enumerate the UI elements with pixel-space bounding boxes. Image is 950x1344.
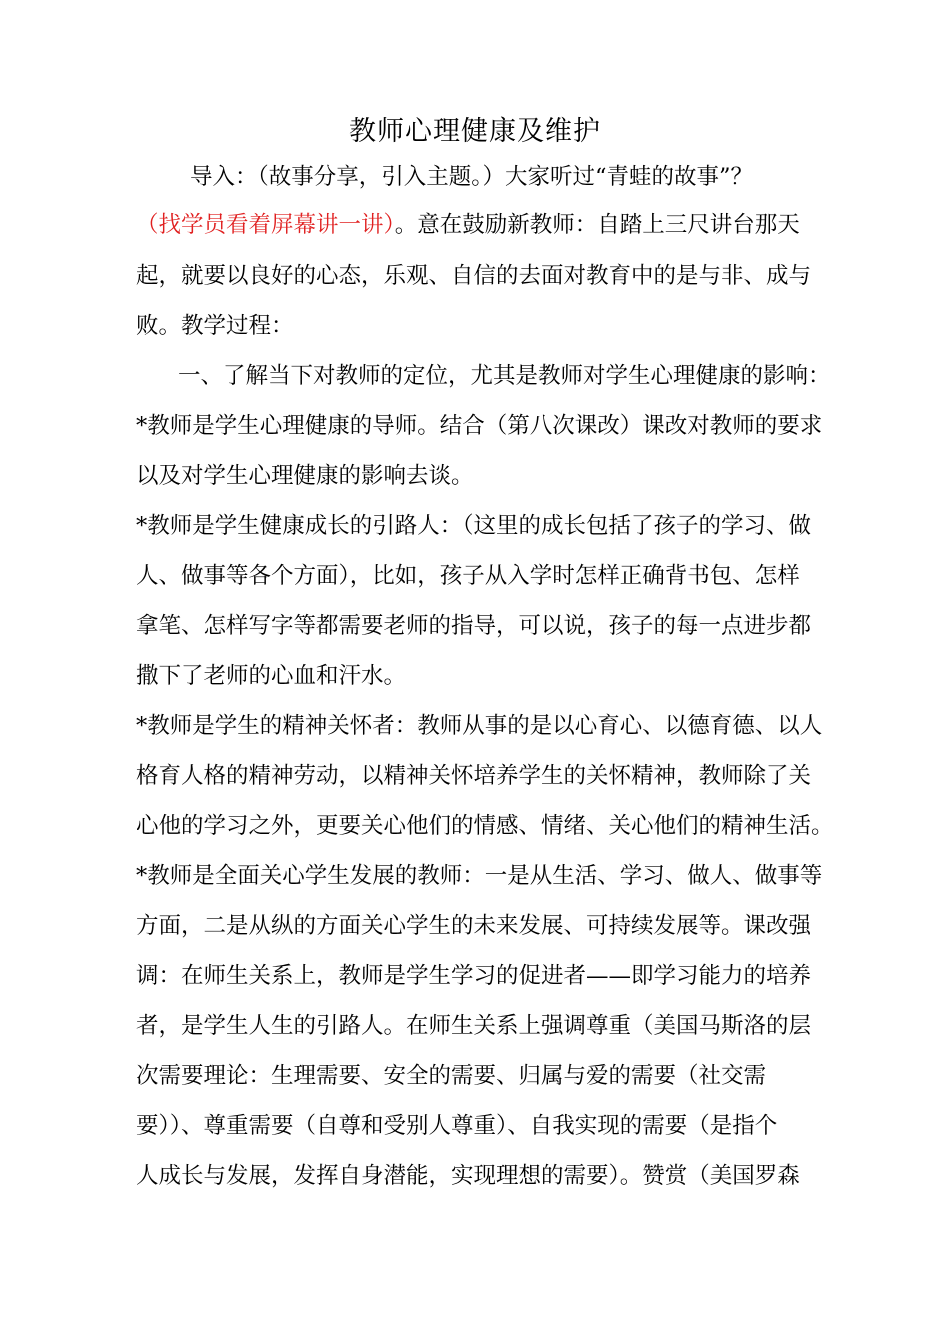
body-text: 人、做事等各个方面），比如，孩子从入学时怎样正确背书包、怎样	[136, 563, 800, 589]
body-text: 起，就要以良好的心态，乐观、自信的去面对教育中的是与非、成与	[136, 263, 812, 289]
body-text: 败。教学过程：	[136, 313, 294, 339]
paragraph-line	[190, 160, 880, 194]
paragraph-line	[136, 259, 826, 293]
body-text: 心他的学习之外，更要关心他们的情感、情绪、关心他们的精神生活。	[136, 813, 834, 839]
paragraph-line	[136, 959, 826, 993]
paragraph-line	[136, 208, 826, 242]
body-text: 拿笔、怎样写字等都需要老师的指导，可以说，孩子的每一点进步都	[136, 613, 812, 639]
paragraph-line	[136, 1009, 826, 1043]
highlighted-text: （找学员看着屏幕讲一讲）	[136, 212, 395, 238]
paragraph-line	[136, 609, 826, 643]
paragraph-line	[136, 659, 826, 693]
body-text: 。意在鼓励新教师：自踏上三尺讲台那天	[394, 212, 800, 238]
paragraph-line	[136, 1159, 826, 1193]
paragraph-line	[136, 1059, 826, 1093]
body-text: 次需要理论：生理需要、安全的需要、归属与爱的需要（社交需	[136, 1063, 767, 1089]
body-text: *教师是全面关心学生发展的教师：一是从生活、学习、做人、做事等	[136, 863, 823, 889]
body-text: 人成长与发展，发挥自身潜能，实现理想的需要）。赞赏（美国罗森	[136, 1163, 800, 1189]
body-text: 导入：（故事分享，引入主题。）大家听过“青蛙的故事”？	[190, 164, 754, 190]
body-text: *教师是学生健康成长的引路人：（这里的成长包括了孩子的学习、做	[136, 513, 812, 539]
body-text: 者，是学生人生的引路人。在师生关系上强调尊重（美国马斯洛的层	[136, 1013, 812, 1039]
body-text: 以及对学生心理健康的影响去谈。	[136, 463, 474, 489]
body-text: *教师是学生心理健康的导师。结合（第八次课改）课改对教师的要求	[136, 413, 823, 439]
paragraph-line	[136, 309, 826, 343]
body-text: 撒下了老师的心血和汗水。	[136, 663, 407, 689]
body-text: 要））、尊重需要（自尊和受别人尊重）、自我实现的需要（是指个	[136, 1113, 778, 1139]
body-text: 方面，二是从纵的方面关心学生的未来发展、可持续发展等。课改强	[136, 913, 812, 939]
body-text: *教师是学生的精神关怀者：教师从事的是以心育心、以德育德、以人	[136, 713, 823, 739]
paragraph-line	[136, 859, 826, 893]
paragraph-line	[136, 709, 826, 743]
paragraph-line	[136, 809, 834, 843]
paragraph-line	[136, 509, 826, 543]
paragraph-line	[136, 459, 826, 493]
paragraph-line	[136, 909, 826, 943]
paragraph-line	[136, 759, 826, 793]
paragraph-line	[136, 559, 826, 593]
body-text: 调：在师生关系上，教师是学生学习的促进者——即学习能力的培养	[136, 963, 812, 989]
paragraph-line	[136, 409, 826, 443]
document-title: 教师心理健康及维护	[349, 116, 601, 147]
body-text: 一、了解当下对教师的定位，尤其是教师对学生心理健康的影响：	[178, 363, 831, 389]
body-text: 格育人格的精神劳动，以精神关怀培养学生的关怀精神，教师除了关	[136, 763, 812, 789]
paragraph-line	[178, 359, 868, 393]
paragraph-line	[136, 1109, 826, 1143]
